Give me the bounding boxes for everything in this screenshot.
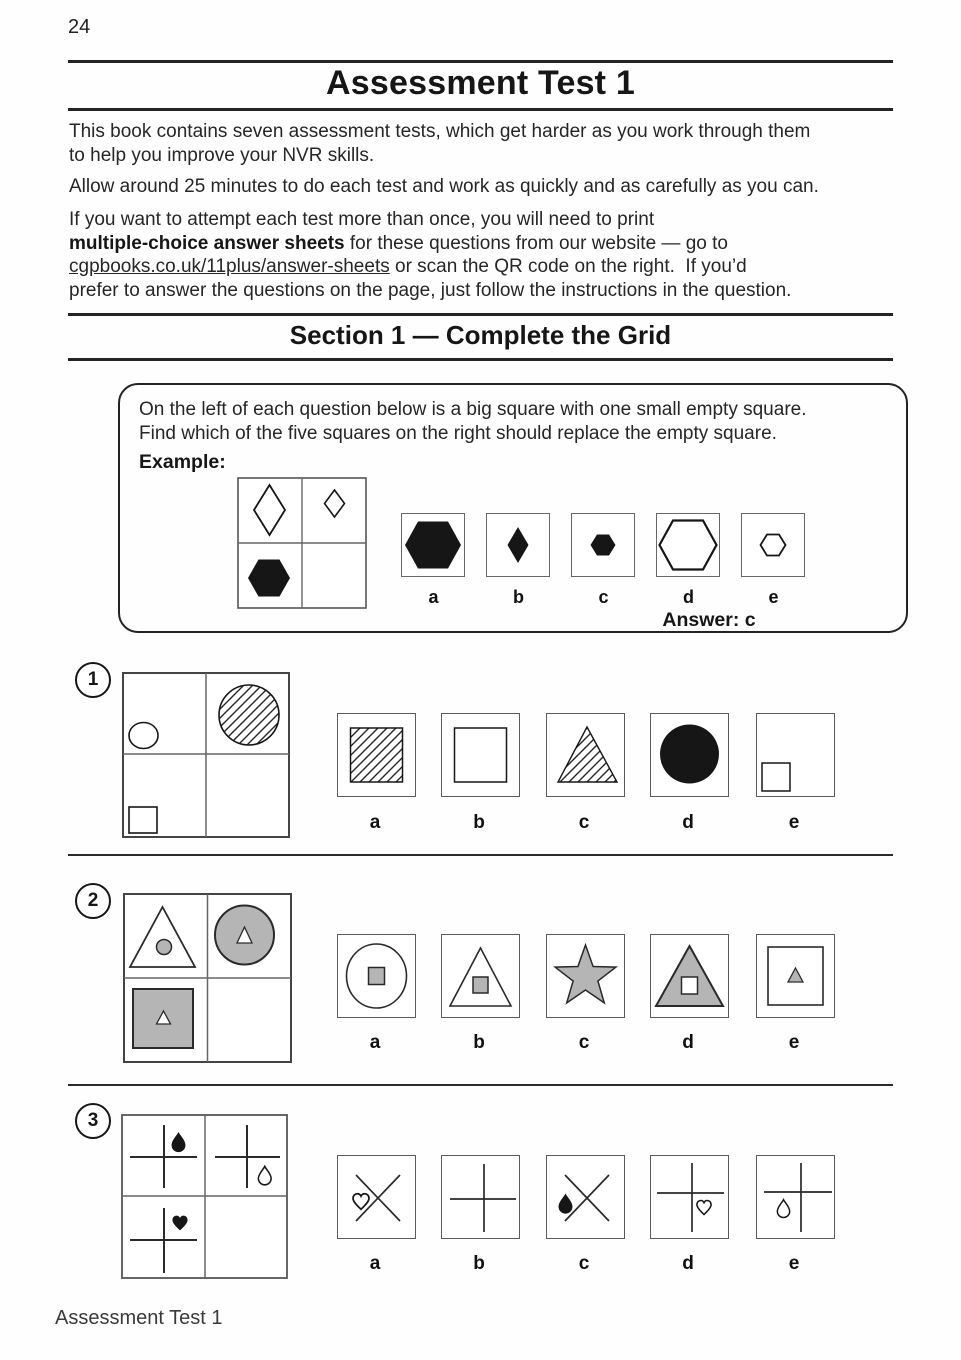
small-white-square <box>129 807 157 833</box>
bold-phrase: multiple-choice answer sheets <box>69 232 345 254</box>
example-option-e <box>741 513 805 577</box>
example-label: Example: <box>139 451 226 473</box>
page-title: Assessment Test 1 <box>326 64 635 102</box>
q2-option-a <box>337 934 416 1018</box>
text-line: If you want to attempt each test more than once, you will need to print <box>69 209 655 230</box>
option-label: a <box>369 1032 381 1053</box>
horizontal-rule <box>68 313 893 316</box>
horizontal-rule <box>68 108 893 111</box>
option-label: d <box>683 587 694 607</box>
example-option-b <box>486 513 550 577</box>
question-2-number: 2 <box>75 883 111 919</box>
option-label: c <box>578 1032 590 1053</box>
option-label: e <box>788 1253 800 1274</box>
cross-with-white-heart-bottom-right <box>657 1163 724 1232</box>
q3-option-a <box>337 1155 416 1239</box>
option-label: e <box>788 812 800 833</box>
text-line: to help you improve your NVR skills. <box>69 144 375 166</box>
example-option-a <box>401 513 465 577</box>
question-3-number: 3 <box>75 1103 111 1139</box>
intro-paragraph-1 <box>69 120 899 167</box>
example-answer: Answer: c <box>662 609 756 631</box>
option-label: b <box>473 812 485 833</box>
q3-option-b <box>441 1155 520 1239</box>
q3-option-c <box>546 1155 625 1239</box>
text-line: prefer to answer the questions on the page, just follow the instructions in the question. <box>69 279 792 301</box>
horizontal-rule <box>68 358 893 361</box>
large-white-square <box>455 728 507 782</box>
option-label: c <box>578 812 590 833</box>
black-teardrop-icon <box>559 1193 573 1213</box>
option-label: b <box>513 587 524 607</box>
large-hatched-circle <box>219 685 279 745</box>
text-line <box>69 255 899 279</box>
q1-option-d <box>650 713 729 797</box>
option-label: e <box>788 1032 800 1053</box>
section-title: Section 1 — Complete the Grid <box>289 320 672 350</box>
diagonal-cross-with-black-teardrop <box>559 1175 609 1221</box>
q1-option-e <box>756 713 835 797</box>
q1-option-c <box>546 713 625 797</box>
white-heart-icon <box>697 1201 711 1215</box>
example-box <box>118 383 908 633</box>
large-black-circle <box>660 725 719 784</box>
large-black-hexagon <box>405 522 461 569</box>
large-hatched-square <box>351 728 403 782</box>
option-label: d <box>682 812 694 833</box>
option-label: e <box>768 587 779 607</box>
hatched-triangle <box>558 727 617 782</box>
question-3-grid <box>121 1114 288 1279</box>
q2-option-e <box>756 934 835 1018</box>
option-label: d <box>682 1253 694 1274</box>
q3-option-d <box>650 1155 729 1239</box>
white-heart-icon <box>353 1194 369 1210</box>
q2-option-b <box>441 934 520 1018</box>
option-label: a <box>369 1253 381 1274</box>
example-instructions <box>139 398 807 445</box>
example-option-d <box>656 513 720 577</box>
q1-option-b <box>441 713 520 797</box>
horizontal-rule <box>68 60 893 63</box>
answer-sheets-url: cgpbooks.co.uk/11plus/answer-sheets <box>69 256 390 277</box>
option-label: c <box>578 1253 590 1274</box>
page-number: 24 <box>68 16 91 38</box>
small-white-square <box>762 763 790 791</box>
intro-paragraph-3 <box>69 208 899 302</box>
text-segment: or scan the QR code on the right. If you’d <box>389 256 747 277</box>
text-line: On the left of each question below is a big square with one small empty square. <box>139 399 807 420</box>
small-black-hexagon <box>591 535 616 556</box>
white-square-with-grey-triangle <box>768 947 823 1005</box>
small-black-diamond <box>508 527 529 563</box>
option-label: b <box>473 1253 485 1274</box>
large-white-hexagon <box>660 521 717 570</box>
small-white-circle <box>129 723 158 749</box>
question-separator <box>68 1084 893 1086</box>
text-line: This book contains seven assessment tests, which get harder as you work through them <box>69 121 811 142</box>
example-option-c <box>571 513 635 577</box>
small-white-hexagon <box>761 535 786 556</box>
q2-option-d <box>650 934 729 1018</box>
diagonal-cross-with-white-heart <box>353 1175 400 1221</box>
example-grid <box>237 477 367 609</box>
footer-title: Assessment Test 1 <box>55 1307 223 1329</box>
text-line <box>69 232 899 256</box>
cross-with-white-teardrop-bottom-left <box>764 1163 832 1232</box>
text-segment: for these questions from our website — go to <box>344 232 728 254</box>
grey-square-with-white-triangle <box>133 989 193 1048</box>
option-label: a <box>369 812 381 833</box>
intro-paragraph-2 <box>69 175 899 199</box>
q1-option-a <box>337 713 416 797</box>
option-label: a <box>428 587 439 607</box>
q3-option-e <box>756 1155 835 1239</box>
grey-circle-with-white-triangle <box>215 906 274 965</box>
plain-cross <box>450 1164 516 1232</box>
grey-star <box>555 945 616 1003</box>
text-line: Find which of the five squares on the right should replace the empty square. <box>139 422 777 444</box>
grey-triangle-with-white-square <box>656 946 723 1006</box>
text-line: Allow around 25 minutes to do each test and work as quickly and as carefully as you can. <box>69 176 819 197</box>
white-oval-with-grey-square <box>347 944 407 1008</box>
question-separator <box>68 854 893 856</box>
white-triangle-with-grey-square <box>450 948 511 1006</box>
question-1-grid <box>122 672 290 838</box>
option-label: b <box>473 1032 485 1053</box>
option-label: c <box>598 587 609 607</box>
q2-option-c <box>546 934 625 1018</box>
white-teardrop-icon <box>777 1200 789 1218</box>
question-2-grid <box>123 893 292 1063</box>
option-label: d <box>682 1032 694 1053</box>
question-1-number: 1 <box>75 662 111 698</box>
